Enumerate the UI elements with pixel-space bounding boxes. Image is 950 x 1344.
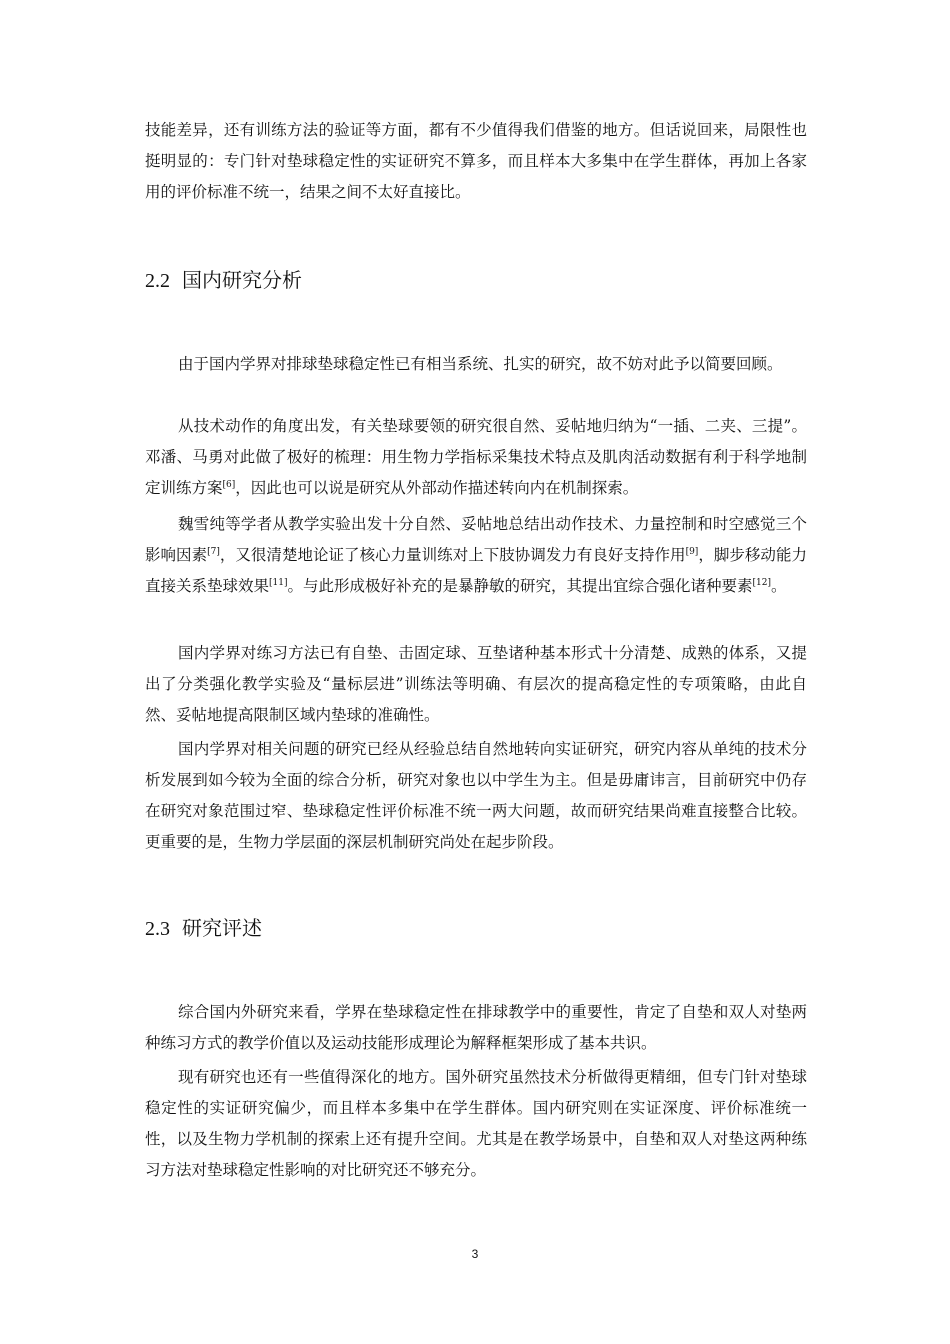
section-title: 研究评述 [182, 916, 262, 940]
paragraph-2-2-3: 魏雪纯等学者从教学实验出发十分自然、妥帖地总结出动作技术、力量控制和时空感觉三个影响因素[7]，又很清楚地论证了核心力量训练对上下肢协调发力有良好支持作用[9]，脚步移动能力直接关系垫球效果[11]。与此形成极好补充的是暴静敏的研究，其提出宜综合强化诸种要素[12]。 [145, 515, 807, 595]
section-title: 国内研究分析 [182, 268, 302, 292]
paragraph-2-3-1: 综合国内外研究来看，学界在垫球稳定性在排球教学中的重要性，肯定了自垫和双人对垫两种练习方式的教学价值以及运动技能形成理论为解释框架形成了基本共识。 [145, 1003, 807, 1052]
citation-ref: [9] [685, 546, 699, 557]
section-heading-2-3 [145, 914, 262, 943]
section-number: 2.3 [145, 918, 170, 940]
paragraph-2-2-4: 国内学界对练习方法已有自垫、击固定球、互垫诸种基本形式十分清楚、成熟的体系，又提出了分类强化教学实验及“量标层进”训练法等明确、有层次的提高稳定性的专项策略，由此自然、妥帖地提高限制区域内垫球的准确性。 [145, 644, 807, 724]
citation-ref: [6] [222, 479, 236, 490]
paragraph-2-2-1: 由于国内学界对排球垫球稳定性已有相当系统、扎实的研究，故不妨对此予以简要回顾。 [178, 355, 783, 373]
paragraph-2-2-5: 国内学界对相关问题的研究已经从经验总结自然地转向实证研究，研究内容从单纯的技术分析发展到如今较为全面的综合分析，研究对象也以中学生为主。但是毋庸讳言，目前研究中仍存在研究对象范围过窄、垫球稳定性评价标准不统一两大问题，故而研究结果尚难直接整合比较。更重要的是，生物力学层面的深层机制研究尚处在起步阶段。 [145, 740, 807, 851]
citation-ref: [7] [207, 546, 220, 557]
intro-paragraph: 技能差异，还有训练方法的验证等方面，都有不少值得我们借鉴的地方。但话说回来，局限性也挺明显的：专门针对垫球稳定性的实证研究不算多，而且样本大多集中在学生群体，再加上各家用的评价标准不统一，结果之间不太好直接比。 [145, 121, 807, 201]
citation-ref: [12] [752, 577, 771, 588]
section-number: 2.2 [145, 270, 170, 292]
page-number: 3 [471, 1247, 479, 1261]
paragraph-2-2-2: 从技术动作的角度出发，有关垫球要领的研究很自然、妥帖地归纳为“一插、二夹、三提”。邓潘、马勇对此做了极好的梳理：用生物力学指标采集技术特点及肌肉活动数据有利于科学地制定训练方案[6]，因此也可以说是研究从外部动作描述转向内在机制探索。 [145, 417, 807, 497]
citation-ref: [11] [269, 577, 288, 588]
section-heading-2-2 [145, 266, 302, 295]
paragraph-2-3-2: 现有研究也还有一些值得深化的地方。国外研究虽然技术分析做得更精细，但专门针对垫球稳定性的实证研究偏少，而且样本多集中在学生群体。国内研究则在实证深度、评价标准统一性，以及生物力学机制的探索上还有提升空间。尤其是在教学场景中，自垫和双人对垫这两种练习方法对垫球稳定性影响的对比研究还不够充分。 [145, 1068, 807, 1179]
